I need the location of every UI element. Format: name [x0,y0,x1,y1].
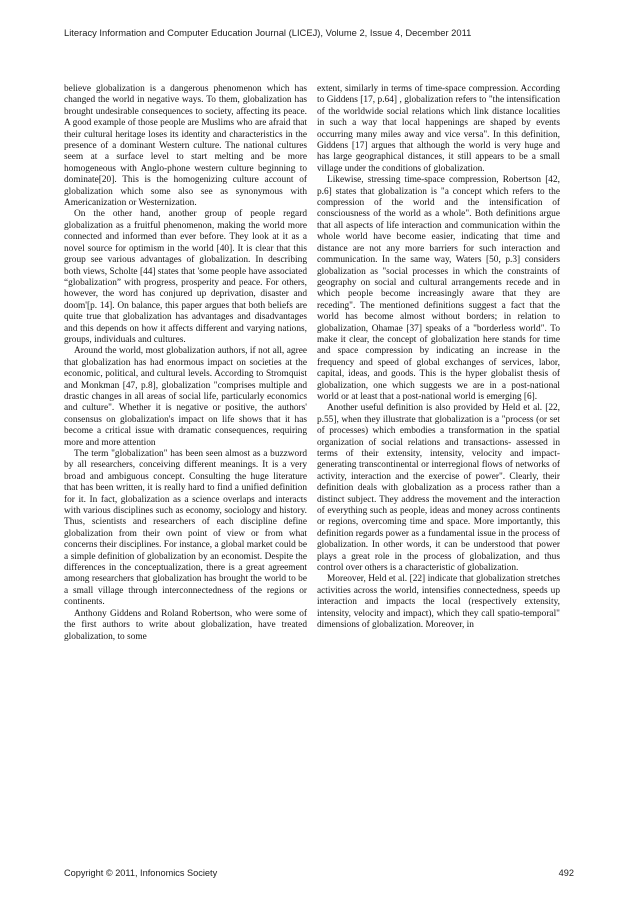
paragraph: Moreover, Held et al. [22] indicate that globalization stretches activities across the world, intensifies connectedness, speeds up interaction and impacts the local (respectively extensity, intensity, velocity and impact), which they call spatio-temporal" dimensions of globalization. Moreover, in [317,574,560,631]
page-number: 492 [558,868,574,878]
paragraph: Another useful definition is also provided by Held et al. [22, p.55], when they illustrate that globalization is a "process (or set of processes) which embodies a transformation in the spatial organization of social relations and transactions- assessed in terms of their extensity, intensity, velocity and impact- generating transcontinental or interregional flows of networks of activity, interaction and the exercise of power". Clearly, their definition deals with globalization as a process rather than a distinct subject. They address the movement and the interaction of everything such as people, ideas and money across continents or regions, overcoming time and space. More importantly, this definition regards power as a fundamental issue in the process of globalization. In other words, it can be understood that power plays a great role in the process of globalization, and thus control over others is a characteristic of globalization. [317,403,560,574]
running-header: Literacy Information and Computer Education Journal (LICEJ), Volume 2, Issue 4, December 2011 [64,27,472,38]
paragraph: believe globalization is a dangerous phenomenon which has changed the world in negative ways. To them, globalization has brought undesirable consequences to society, affecting its peace. A good example of those people are Muslims who are afraid that their cultural heritage loses its identity and characteristics in the presence of a dominant Western culture. The national cultures seem at a surface level to start melting and be more homogeneous with Anglo-phone western culture beginning to dominate[20]. This is the homogenizing culture account of globalization which some also see as synonymous with Americanization or Westernization. [64,84,307,209]
paragraph: Anthony Giddens and Roland Robertson, who were some of the first authors to write about globalization, have treated globalization, to some [64,608,307,642]
paragraph: Around the world, most globalization authors, if not all, agree that globalization has had enormous impact on societies at the economic, political, and cultural levels. According to Stromquist and Monkman [47, p.8], globalization "comprises multiple and drastic changes in all areas of social life, particularly economics and culture". Whether it is negative or positive, the authors' consensus on globalization's impact on life shows that it has become a critical issue with dramatic consequences, requiring more and more attention [64,346,307,448]
paragraph: The term "globalization" has been seen almost as a buzzword by all researchers, conceiving different meanings. It is a very broad and ambiguous concept. Consulting the huge literature that has been written, it is really hard to find a unified definition for it. In fact, globalization as a science overlaps and interacts with various disciplines such as economy, sociology and history. Thus, scientists and researchers of each discipline define globalization from their own point of view or from what concerns their disciplines. For instance, a global market could be a simple definition of globalization by an economist. Despite the differences in the conceptualization, there is a great agreement among researchers that globalization has brought the world to be a small village through interconnectedness of the regions or continents. [64,449,307,608]
left-text-column [64,84,307,643]
right-text-column [317,84,560,632]
paragraph: extent, similarly in terms of time-space compression. According to Giddens [17, p.64] , globalization refers to "the intensification of the worldwide social relations which link distance localities in such a way that local happenings are shaped by events occurring many miles away and vice versa". In this definition, Giddens [17] argues that although the world is very huge and has large geographical distances, it still appears to be a small village under the conditions of globalization. [317,84,560,174]
footer-copyright: Copyright © 2011, Infonomics Society [64,868,218,878]
paragraph: On the other hand, another group of people regard globalization as a fruitful phenomenon, making the world more connected and informed than ever before. They look at it as a novel source for optimism in the world [40]. It is clear that this group see various advantages of globalization. In describing both views, Scholte [44] states that 'some people have associated “globalization” with progress, prosperity and peace. For others, however, the word has conjured up deprivation, disaster and doom'[p. 14]. On balance, this paper argues that both beliefs are quite true that globalization has advantages and disadvantages and this depends on how it affects different and varying nations, groups, individuals and cultures. [64,209,307,345]
paragraph: Likewise, stressing time-space compression, Robertson [42, p.6] states that globalization is "a concept which refers to the compression of the world and the intensification of consciousness of the world as a whole". Both definitions argue that all aspects of life interaction and communication within the whole world have become easier, indicating that time and distance are not any more barriers for such interaction and communication. In the same way, Waters [50, p.3] considers globalization as "social processes in which the constraints of geography on social and cultural arrangements recede and in which people become increasingly aware that they are receding". The mentioned definitions suggest a fact that the world has become almost without borders; in relation to globalization, Ohamae [37] speaks of a "borderless world". To make it clear, the concept of globalization here stands for time and space compression by indicating an increase in the frequency and speed of global exchanges of services, labor, capital, ideas, and goods. This is the hyper globalist thesis of globalization, one which suggests we are in a post-national world or at least that a post-national world is emerging [6]. [317,175,560,402]
